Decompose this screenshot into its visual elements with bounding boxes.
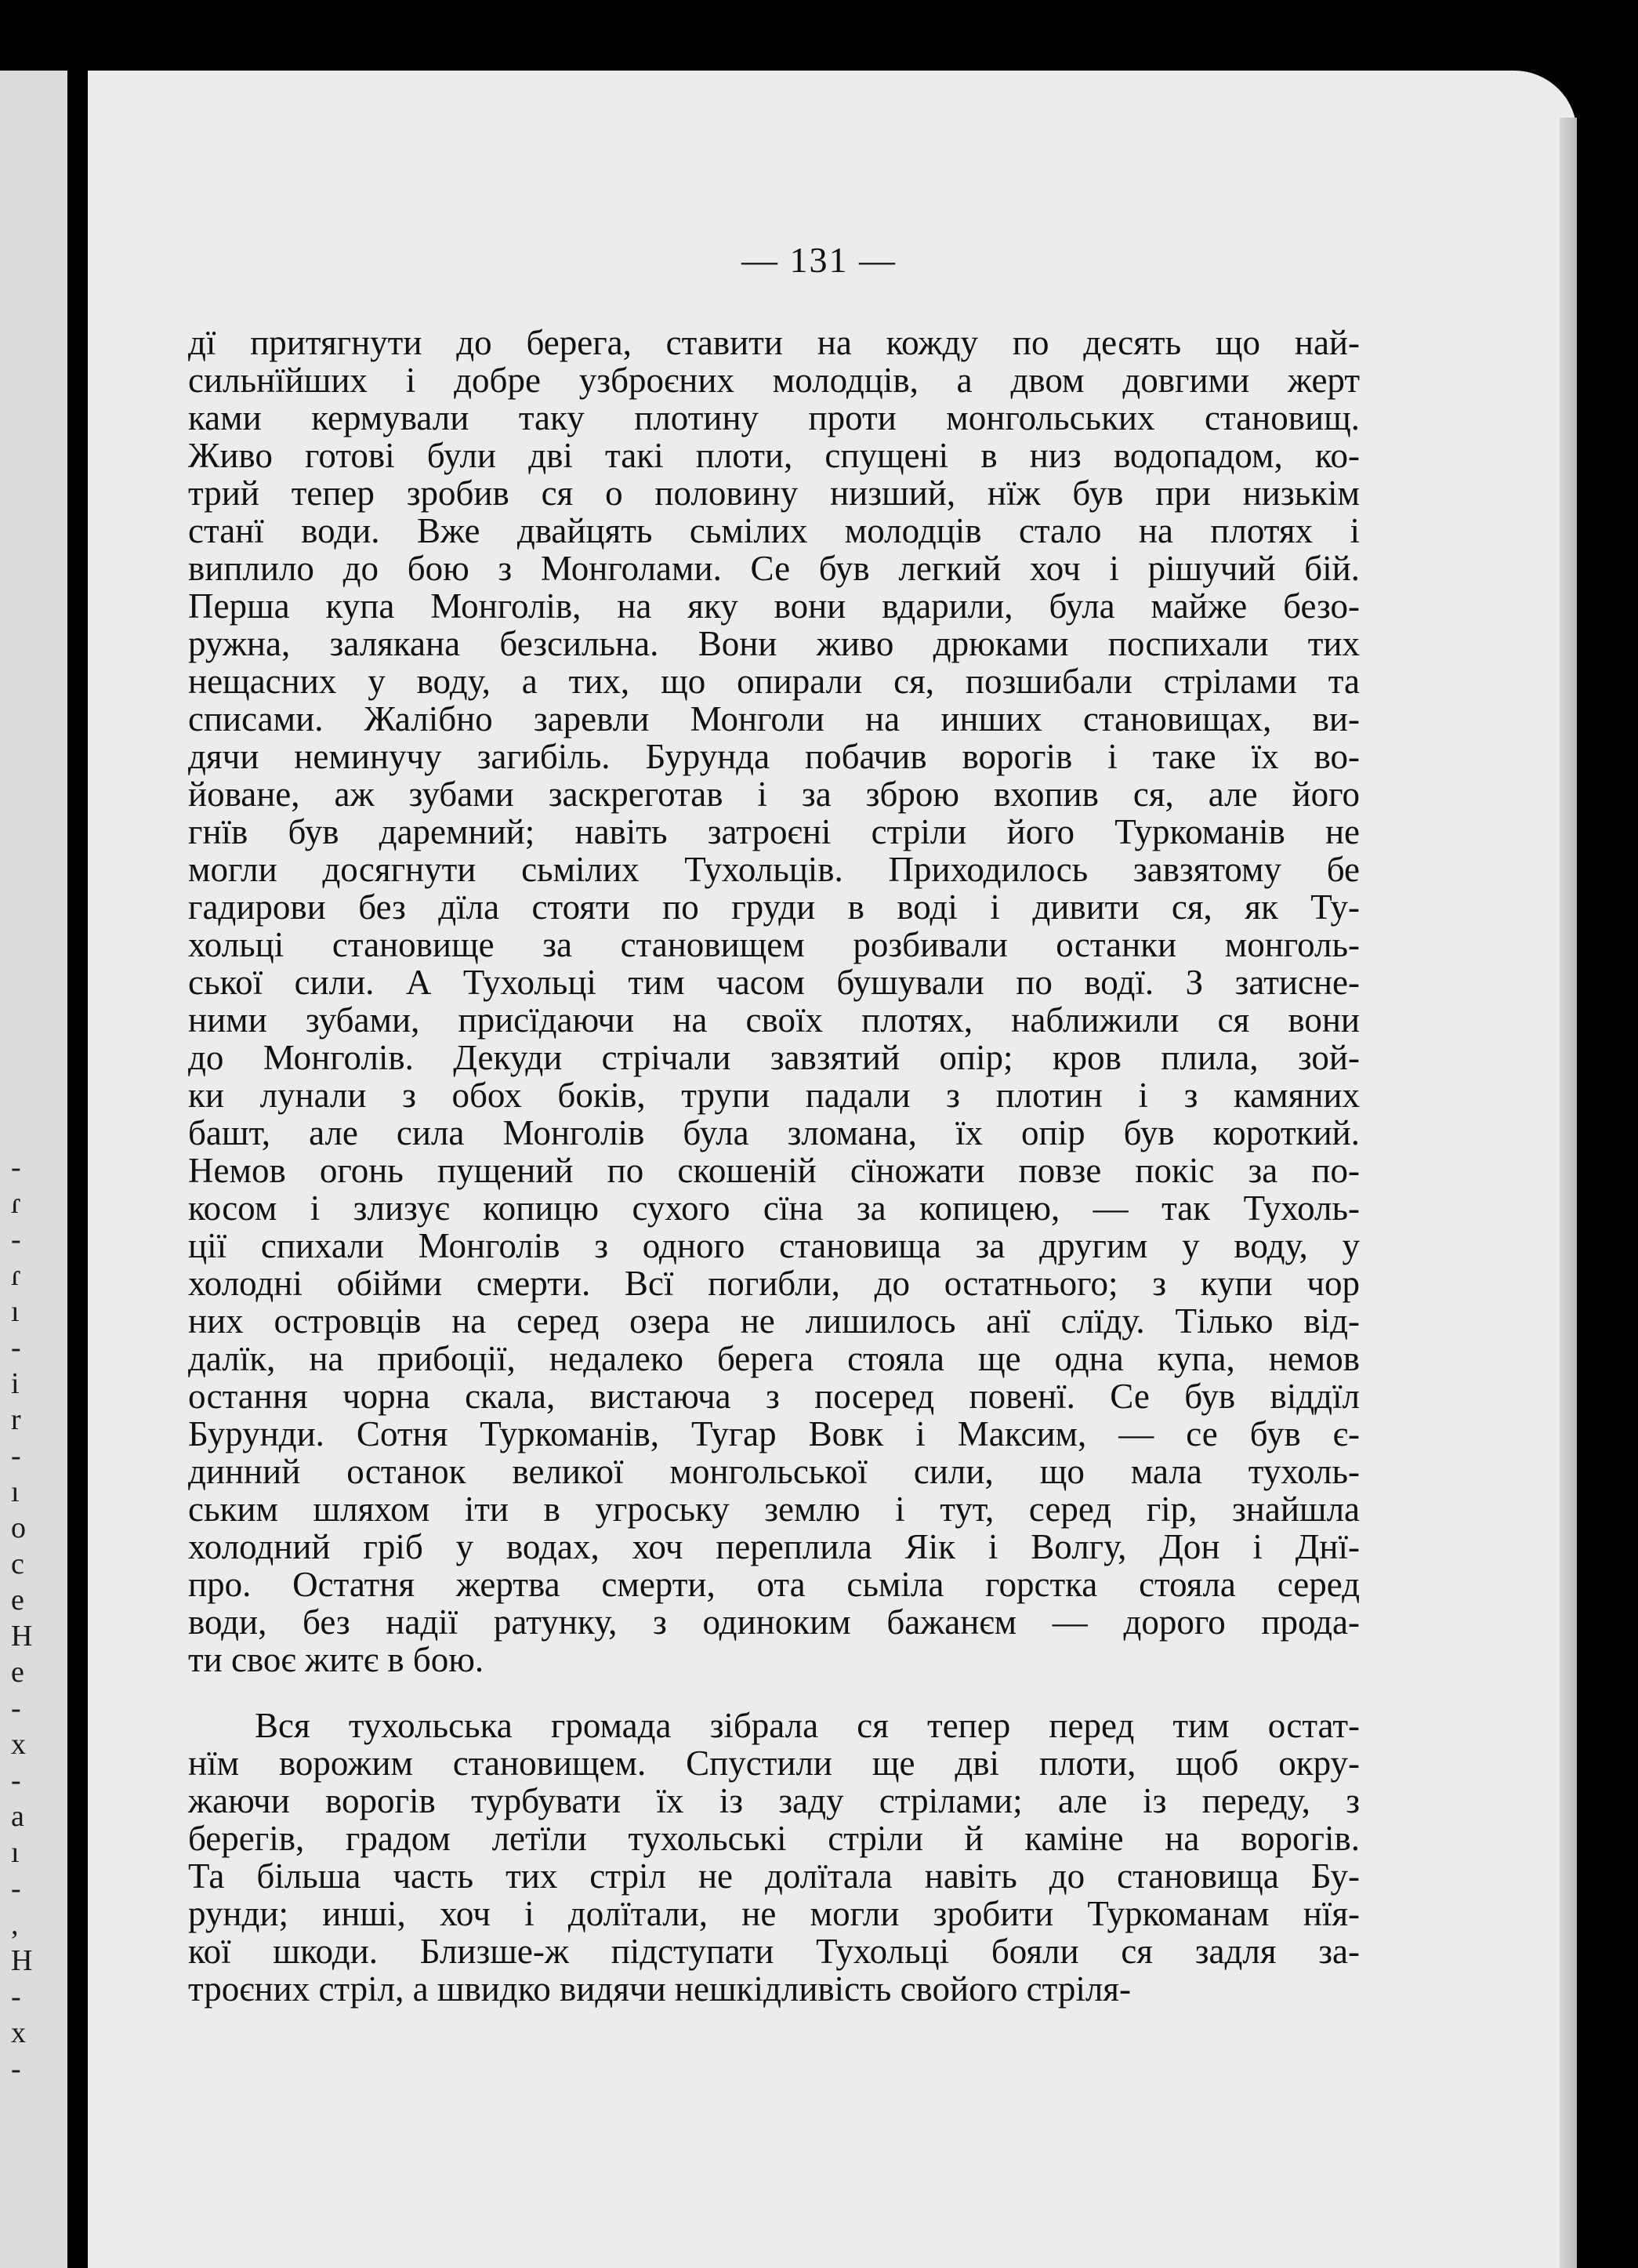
left-margin-char: - bbox=[11, 1331, 21, 1364]
text-line: остання чорна скала, вистаюча з посеред повенї. Се був віддїл bbox=[188, 1377, 1360, 1416]
left-margin-char: - bbox=[11, 1980, 21, 2013]
left-margin-char: ı bbox=[11, 1295, 20, 1328]
left-margin-char: - bbox=[11, 1692, 21, 1725]
left-margin-char: ı bbox=[11, 1836, 20, 1869]
left-margin-char: x bbox=[11, 1728, 26, 1761]
text-line: могли досягнути сьмілих Тухольців. Приходилось завзятому бе bbox=[188, 850, 1360, 889]
left-page-margin bbox=[0, 1152, 47, 2093]
text-line: станї води. Вже двайцять сьмілих молодців стало на плотях і bbox=[188, 511, 1360, 550]
text-line: Перша купа Монголів, на яку вони вдарили, була майже безо- bbox=[188, 586, 1360, 626]
text-line: води, без надії ратунку, з одиноким бажанєм — дорого прода- bbox=[188, 1602, 1360, 1642]
text-line: Бурунди. Сотня Туркоманів, Тугар Вовк і Максим, — се був є- bbox=[188, 1414, 1360, 1453]
left-margin-char: ɾ bbox=[11, 1187, 21, 1220]
text-line: ції спихали Монголів з одного становища за другим у воду, у bbox=[188, 1226, 1360, 1265]
paragraph bbox=[188, 1707, 1360, 2008]
left-margin-char: x bbox=[11, 2016, 26, 2049]
text-line: сильнїйших і добре узброєних молодців, а двом довгими жерт bbox=[188, 361, 1360, 400]
text-line: башт, але сила Монголів була зломана, їх опір був короткий. bbox=[188, 1113, 1360, 1152]
text-line: Вся тухольська громада зібрала ся тепер перед тим остат- bbox=[255, 1706, 1360, 1745]
text-line: ської сили. А Тухольці тим часом бушували по водї. З затисне- bbox=[188, 963, 1360, 1002]
page-right-edge bbox=[1560, 118, 1577, 2268]
text-line: йоване, аж зубами заскреготав і за зброю вхопив ся, але його bbox=[188, 775, 1360, 814]
text-line: динний останок великої монгольської сили, що мала тухоль- bbox=[188, 1452, 1360, 1491]
text-line: ними зубами, присїдаючи на своїх плотях, наближили ся вони bbox=[188, 1000, 1360, 1040]
left-margin-char: - bbox=[11, 1151, 21, 1184]
text-line: жаючи ворогів турбувати їх із заду стрілами; але із переду, з bbox=[188, 1781, 1360, 1820]
page-number: — 131 — bbox=[741, 240, 897, 280]
text-line: косом і злизує копицю сухого сїна за копицею, — так Тухоль- bbox=[188, 1188, 1360, 1228]
left-margin-char: ı bbox=[11, 1475, 20, 1508]
left-margin-char: e bbox=[11, 1656, 24, 1689]
text-line: ти своє житє в бою. bbox=[188, 1640, 484, 1679]
left-page-edge bbox=[0, 71, 67, 2268]
left-margin-char: - bbox=[11, 2052, 21, 2085]
left-margin-char: o bbox=[11, 1511, 26, 1544]
left-margin-char: - bbox=[11, 1872, 21, 1905]
text-line: холодний гріб у водах, хоч переплила Яік і Волгу, Дон і Днї- bbox=[188, 1527, 1360, 1566]
text-line: рунди; инші, хоч і долїтали, не могли зробити Туркоманам нїя- bbox=[188, 1894, 1360, 1933]
text-line: виплило до бою з Монголами. Се був легкий хоч і рішучий бій. bbox=[188, 549, 1360, 588]
left-margin-char: i bbox=[11, 1367, 20, 1400]
text-line: Немов огонь пущений по скошеній сїножати повзе покіс за по- bbox=[188, 1151, 1360, 1190]
text-line: списами. Жалібно заревли Монголи на инших становищах, ви- bbox=[188, 699, 1360, 738]
text-line: ським шляхом іти в угроську землю і тут, серед гір, знайшла bbox=[188, 1490, 1360, 1529]
text-line: нїм ворожим становищем. Спустили ще дві плоти, щоб окру- bbox=[188, 1744, 1360, 1783]
text-line: ками кермували таку плотину проти монгольських становищ. bbox=[188, 398, 1360, 437]
text-line: до Монголів. Декуди стрічали завзятий опір; кров плила, зой- bbox=[188, 1038, 1360, 1077]
text-line: кої шкоди. Близше-ж підступати Тухольці бояли ся задля за- bbox=[188, 1932, 1360, 1971]
left-margin-char: - bbox=[11, 1439, 21, 1472]
left-margin-char: H bbox=[11, 1620, 33, 1653]
left-margin-char: c bbox=[11, 1548, 24, 1580]
text-line: гнїв був даремний; навіть затроєні стріли його Туркоманів не bbox=[188, 812, 1360, 851]
text-line: трий тепер зробив ся о половину низший, нїж був при низькім bbox=[188, 474, 1360, 513]
text-line: берегів, градом летїли тухольські стріли й каміне на ворогів. bbox=[188, 1819, 1360, 1858]
paragraph bbox=[188, 324, 1360, 1678]
text-line: нещасних у воду, а тих, що опирали ся, позшибали стрілами та bbox=[188, 662, 1360, 701]
left-margin-char: - bbox=[11, 1223, 21, 1256]
text-line: про. Остатня жертва смерти, ота сьміла горстка стояла серед bbox=[188, 1565, 1360, 1604]
text-line: далїк, на прибоції, недалеко берега стояла ще одна купа, немов bbox=[188, 1339, 1360, 1378]
left-margin-char: e bbox=[11, 1584, 24, 1617]
left-margin-char: - bbox=[11, 1764, 21, 1797]
text-line: Живо готові були дві такі плоти, спущені в низ водопадом, ко- bbox=[188, 436, 1360, 475]
text-line: ки лунали з обох боків, трупи падали з плотин і з камяних bbox=[188, 1076, 1360, 1115]
left-margin-char: H bbox=[11, 1944, 33, 1977]
text-line: дячи неминучу загибіль. Бурунда побачив ворогів і таке їх во- bbox=[188, 737, 1360, 776]
text-line: троєних стріл, а швидко видячи нешкідливість свойого стріля- bbox=[188, 1969, 1131, 2009]
left-margin-char: , bbox=[11, 1908, 19, 1941]
text-line: дї притягнути до берега, ставити на кожду по десять що най- bbox=[188, 323, 1360, 362]
text-line: гадирови без дїла стояти по груди в воді і дивити ся, як Ту- bbox=[188, 887, 1360, 927]
text-line: холодні обійми смерти. Всї погибли, до остатнього; з купи чор bbox=[188, 1264, 1360, 1303]
body-text bbox=[188, 324, 1360, 2008]
left-margin-char: r bbox=[11, 1403, 21, 1436]
text-line: Та більша часть тих стріл не долїтала навіть до становища Бу- bbox=[188, 1856, 1360, 1896]
left-margin-char: a bbox=[11, 1800, 24, 1833]
text-line: ружна, залякана безсильна. Вони живо дрюками поспихали тих bbox=[188, 624, 1360, 663]
text-line: хольці становище за становищем розбивали останки монголь- bbox=[188, 925, 1360, 964]
left-margin-char: ɾ bbox=[11, 1259, 21, 1292]
text-line: них островців на серед озера не лишилось анї слїду. Тілько від- bbox=[188, 1301, 1360, 1341]
